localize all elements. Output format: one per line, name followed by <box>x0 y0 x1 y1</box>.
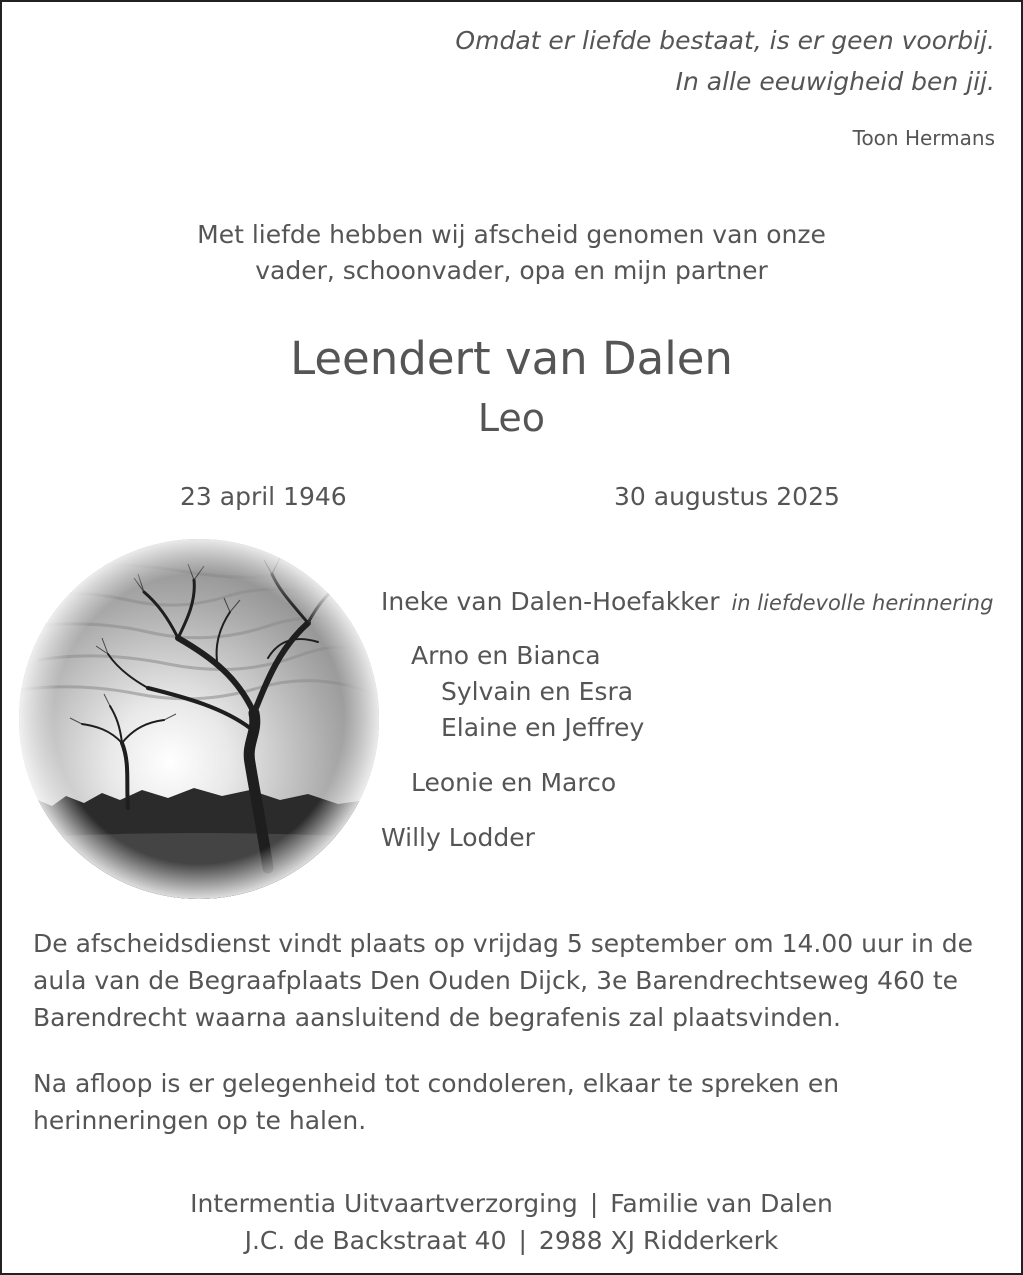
undertaker-name: Intermentia Uitvaartverzorging <box>190 1189 578 1218</box>
quote-line-2: In alle eeuwigheid ben jij. <box>675 67 995 96</box>
address-city: 2988 XJ Ridderkerk <box>538 1226 779 1255</box>
family-signature: Familie van Dalen <box>610 1189 833 1218</box>
death-date: 30 augustus 2025 <box>614 482 840 511</box>
footer-separator: | <box>518 1226 527 1255</box>
family-partner-2: Willy Lodder <box>381 823 535 852</box>
quote-author: Toon Hermans <box>852 126 995 150</box>
family-grandchild-1: Sylvain en Esra <box>441 677 634 706</box>
family-partner-note: in liefdevolle herinnering <box>731 591 994 615</box>
condolence-paragraph: Na afloop is er gelegenheid tot condoleren, elkaar te spreken en herinneringen op te halen. <box>33 1069 840 1135</box>
intro-line-1: Met liefde hebben wij afscheid genomen van onze <box>197 220 826 249</box>
service-paragraph: De afscheidsdienst vindt plaats op vrijdag 5 september om 14.00 uur in de aula van de Begraafplaats Den Ouden Dijck, 3e Barendrechtseweg 460 te Barendrecht waarna aansluitend de begrafenis zal plaatsvinden. <box>33 929 974 1032</box>
family-partner-name: Ineke van Dalen-Hoefakker <box>381 587 720 616</box>
intro-line-2: vader, schoonvader, opa en mijn partner <box>255 256 768 285</box>
deceased-name: Leendert van Dalen <box>290 332 733 385</box>
footer-line-2 <box>2 1226 1021 1255</box>
family-child-2: Leonie en Marco <box>411 768 617 797</box>
footer-separator: | <box>589 1189 599 1218</box>
birth-date: 23 april 1946 <box>180 482 347 511</box>
address-street: J.C. de Backstraat 40 <box>244 1226 507 1255</box>
quote-line-1: Omdat er liefde bestaat, is er geen voorbij. <box>455 26 995 55</box>
family-grandchild-2: Elaine en Jeffrey <box>441 713 645 742</box>
footer-line-1 <box>2 1189 1021 1218</box>
tree-silhouette-photo <box>18 538 380 900</box>
family-partner <box>381 587 993 616</box>
deceased-nickname: Leo <box>477 396 546 440</box>
family-child-1: Arno en Bianca <box>411 641 601 670</box>
